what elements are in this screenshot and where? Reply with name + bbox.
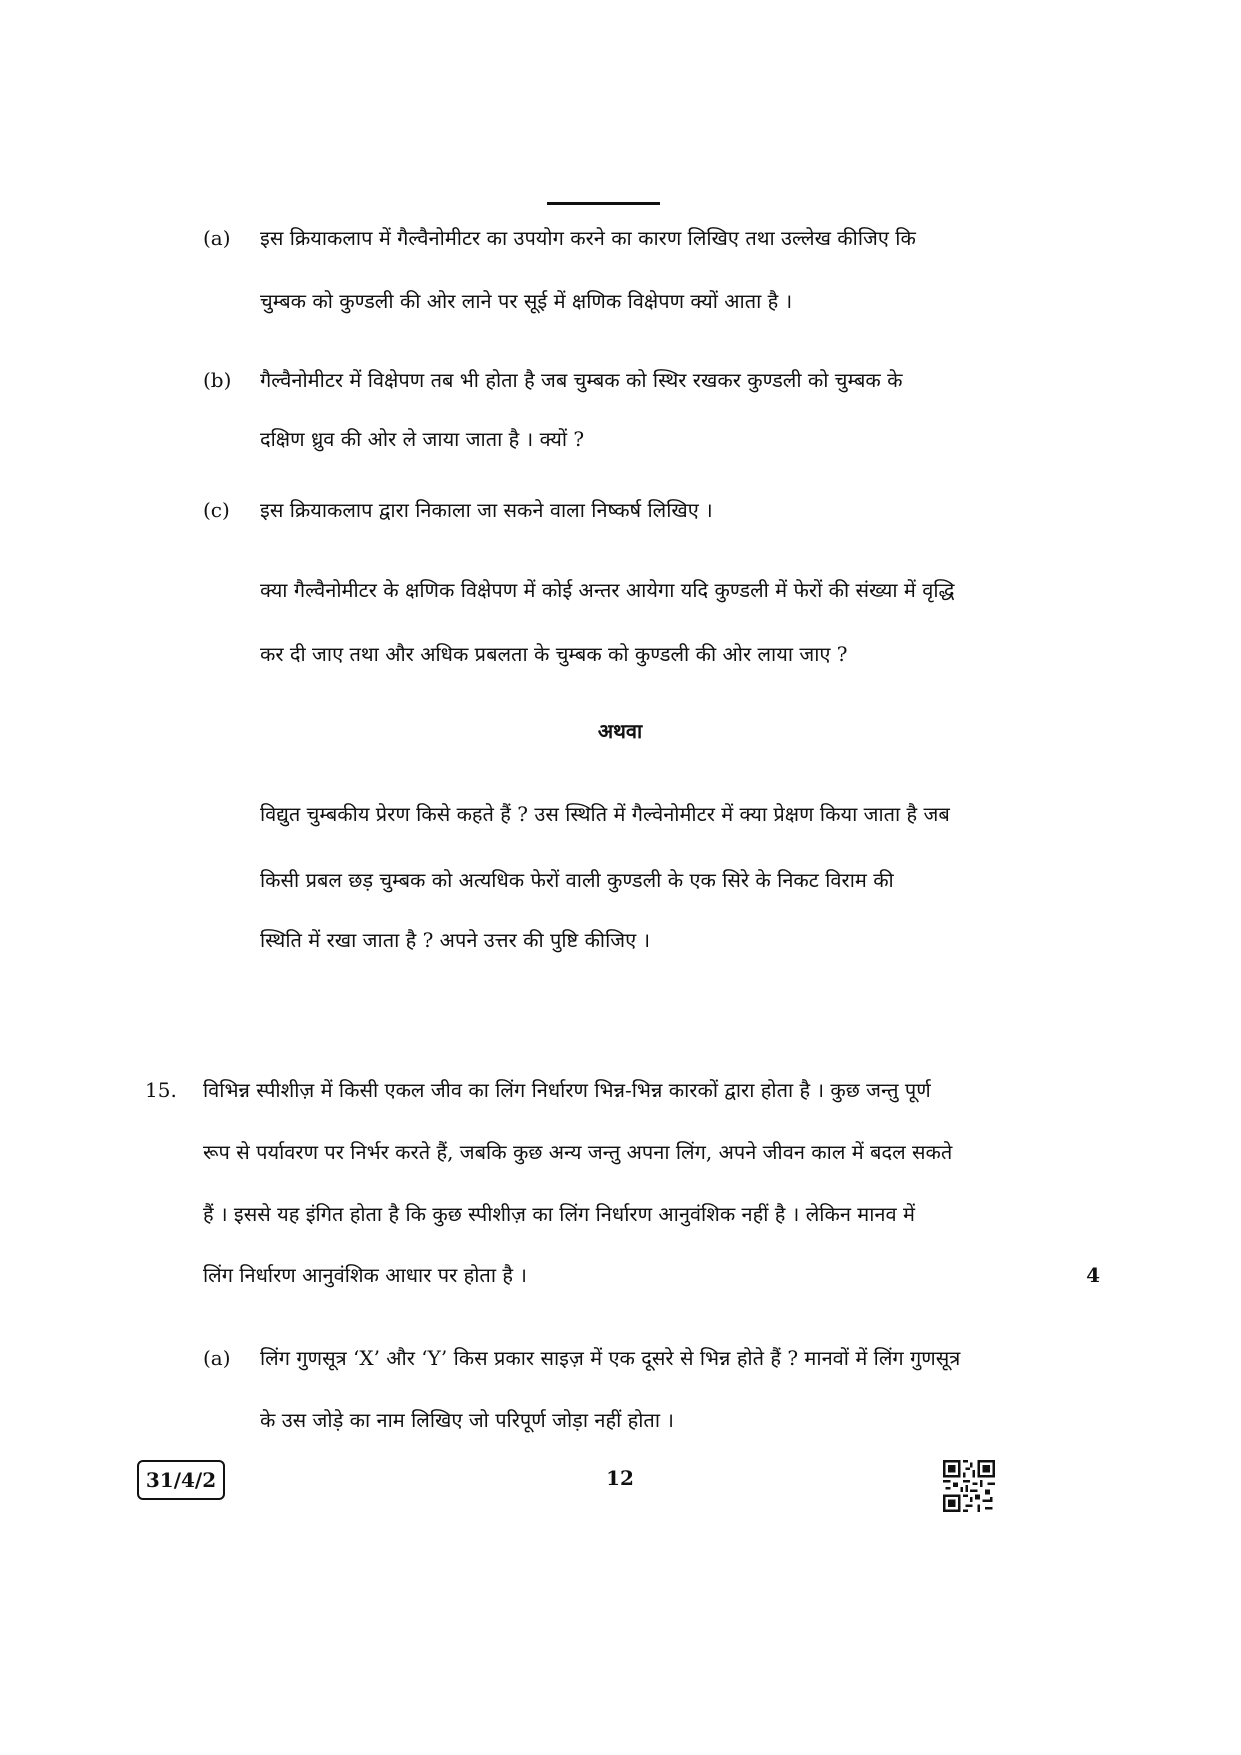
part-a-line-1: इस क्रियाकलाप में गैल्वैनोमीटर का उपयोग करने का कारण लिखिए तथा उल्लेख कीजिए कि — [260, 226, 916, 250]
q15-part-a-line-2: के उस जोड़े का नाम लिखिए जो परिपूर्ण जोड़ा नहीं होता । — [260, 1408, 674, 1432]
paper-code-badge: 31/4/2 — [137, 1460, 225, 1500]
part-c-label: (c) — [203, 498, 230, 522]
or-question-line-2: किसी प्रबल छड़ चुम्बक को अत्यधिक फेरों वाली कुण्डली के एक सिरे के निकट विराम की — [260, 868, 894, 892]
q15-part-a-label: (a) — [203, 1346, 231, 1370]
page-number: 12 — [606, 1466, 634, 1490]
or-heading: अथवा — [597, 719, 643, 743]
section-divider — [547, 202, 660, 205]
question-15-marks: 4 — [1086, 1263, 1100, 1287]
question-15-line-4: लिंग निर्धारण आनुवंशिक आधार पर होता है । — [203, 1263, 527, 1287]
question-15-line-3: हैं । इससे यह इंगित होता है कि कुछ स्पीशीज़ का लिंग निर्धारण आनुवंशिक नहीं है । लेकिन मानव में — [203, 1202, 915, 1226]
question-15-number: 15. — [145, 1078, 177, 1102]
question-15-line-1: विभिन्न स्पीशीज़ में किसी एकल जीव का लिंग निर्धारण भिन्न-भिन्न कारकों द्वारा होता है । कुछ जन्तु पूर्ण — [203, 1078, 931, 1102]
extra-question-line-2: कर दी जाए तथा और अधिक प्रबलता के चुम्बक को कुण्डली की ओर लाया जाए ? — [260, 642, 848, 666]
extra-question-line-1: क्या गैल्वैनोमीटर के क्षणिक विक्षेपण में कोई अन्तर आयेगा यदि कुण्डली में फेरों की संख्या में वृद्धि — [260, 578, 955, 602]
part-a-label: (a) — [203, 226, 231, 250]
part-b-line-1: गैल्वैनोमीटर में विक्षेपण तब भी होता है जब चुम्बक को स्थिर रखकर कुण्डली को चुम्बक के — [260, 368, 903, 392]
part-b-line-2: दक्षिण ध्रुव की ओर ले जाया जाता है । क्यों ? — [260, 427, 585, 451]
part-b-label: (b) — [203, 368, 232, 392]
or-question-line-1: विद्युत चुम्बकीय प्रेरण किसे कहते हैं ? उस स्थिति में गैल्वेनोमीटर में क्या प्रेक्षण किया जाता है जब — [260, 802, 950, 826]
question-15-line-2: रूप से पर्यावरण पर निर्भर करते हैं, जबकि कुछ अन्य जन्तु अपना लिंग, अपने जीवन काल में बदल सकते — [203, 1140, 953, 1164]
or-question-line-3: स्थिति में रखा जाता है ? अपने उत्तर की पुष्टि कीजिए । — [260, 928, 651, 952]
q15-part-a-line-1: लिंग गुणसूत्र ‘X’ और ‘Y’ किस प्रकार साइज़ में एक दूसरे से भिन्न होते हैं ? मानवों में लिंग गुणसूत्र — [260, 1346, 961, 1370]
qr-code-icon — [943, 1460, 995, 1512]
part-c-line-1: इस क्रियाकलाप द्वारा निकाला जा सकने वाला निष्कर्ष लिखिए । — [260, 498, 713, 522]
part-a-line-2: चुम्बक को कुण्डली की ओर लाने पर सूई में क्षणिक विक्षेपण क्यों आता है । — [260, 289, 793, 313]
